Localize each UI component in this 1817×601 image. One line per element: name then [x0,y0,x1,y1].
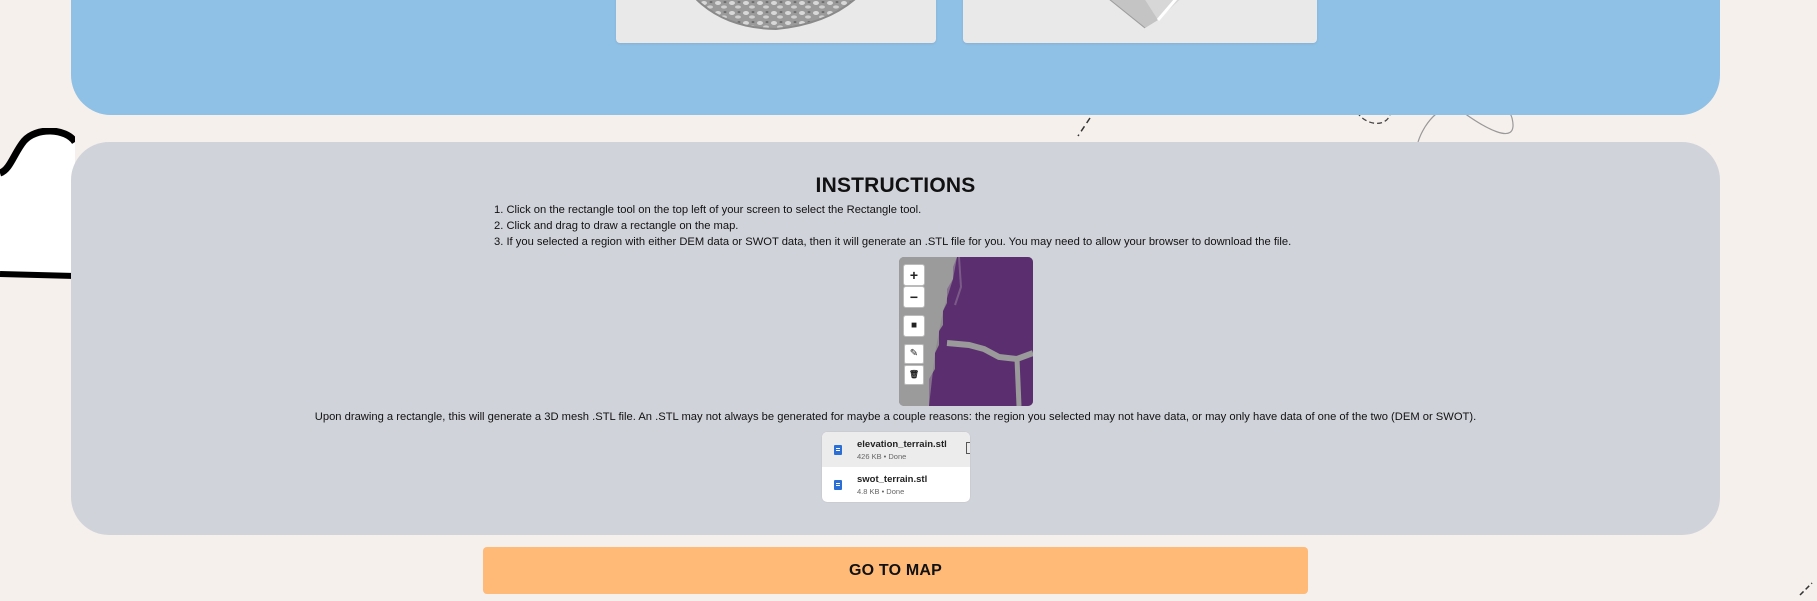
delete-layers-button[interactable] [904,365,924,385]
rectangle-tool-button[interactable] [903,315,925,337]
go-to-map-button[interactable]: GO TO MAP [483,547,1308,594]
downloads-popup [822,432,970,502]
stl-note: Upon drawing a rectangle, this will generate a 3D mesh .STL file. An .STL may not always be generated for maybe a couple reasons: the region you selected may not have data, or may only have data of one of the two (DEM or SWOT). [314,411,1477,423]
instructions-steps [494,202,1291,250]
step-2: 2. Click and drag to draw a rectangle on the map. [494,220,739,232]
step-1: 1. Click on the rectangle tool on the top left of your screen to select the Rectangle tool. [494,204,922,216]
instructions-panel [71,142,1720,535]
edit-layers-button[interactable] [904,344,924,364]
trash-icon: 🗑 [908,370,920,379]
step-3: 3. If you selected a region with either DEM data or SWOT data, then it will generate an .STL file for you. You may need to allow your browser to download the file. [494,236,1292,248]
download-item[interactable] [822,432,970,467]
download-status: 426 KB • Done [857,451,907,461]
map-toolbar [903,264,925,385]
map-tool-screenshot [899,257,1033,406]
download-status: 4.8 KB • Done [857,486,905,496]
cloud-illustration [0,128,75,280]
download-item[interactable] [822,467,970,502]
edit-icon: ✎ [909,348,919,359]
zoom-out-button[interactable]: − [903,286,925,308]
elevation-model-preview [616,0,936,43]
model-preview-panel [71,0,1720,115]
zoom-in-button[interactable]: + [903,264,925,286]
file-icon [834,445,842,455]
download-filename: swot_terrain.stl [857,473,928,485]
swot-model-preview [963,0,1317,43]
rectangle-icon: ■ [910,320,918,331]
folder-icon[interactable] [966,442,970,454]
file-icon [834,480,842,490]
instructions-title: INSTRUCTIONS [815,174,976,197]
download-filename: elevation_terrain.stl [857,438,947,450]
